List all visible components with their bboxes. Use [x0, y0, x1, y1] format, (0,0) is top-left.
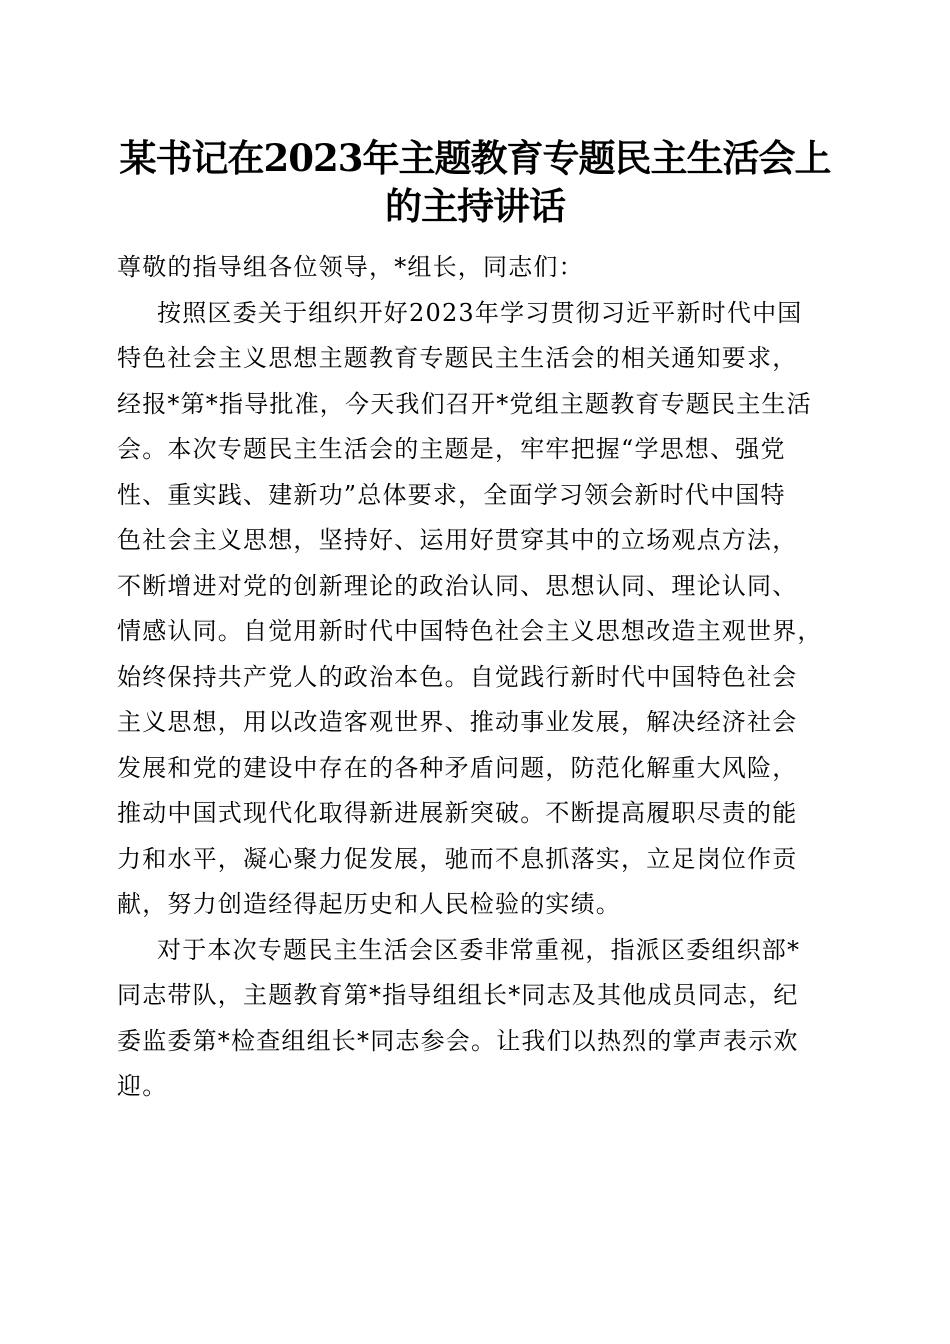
paragraph-line: 发展和党的建设中存在的各种矛盾问题，防范化解重大风险，: [117, 753, 798, 782]
paragraph-line: 对于本次专题民主生活会区委非常重视，指派区委组织部*: [157, 935, 801, 964]
paragraph-line: 同志带队，主题教育第*指导组组长*同志及其他成员同志，纪: [117, 981, 799, 1009]
paragraph-line: 会。本次专题民主生活会的主题是，牢牢把握“学思想、强党: [117, 435, 786, 463]
paragraph-line: 经报*第*指导批准，今天我们召开*党组主题教育专题民主生活: [117, 389, 812, 418]
paragraph-2: [117, 928, 833, 1110]
page-title: [110, 134, 840, 230]
paragraph-line: 情感认同。自觉用新时代中国特色社会主义思想改造主观世界，: [117, 617, 823, 645]
title-line: 的主持讲话: [385, 184, 565, 228]
paragraph-line: 按照区委关于组织开好2023年学习贯彻习近平新时代中国: [157, 298, 803, 327]
paragraph-line: 色社会主义思想，坚持好、运用好贯穿其中的立场观点方法，: [117, 526, 798, 554]
paragraph-line: 推动中国式现代化取得新进展新突破。不断提高履职尽责的能: [117, 799, 798, 827]
paragraph-line: 力和水平，凝心聚力促发展，驰而不息抓落实，立足岗位作贡: [117, 844, 798, 873]
paragraph-1: [117, 291, 833, 928]
paragraph-line: 性、重实践、建新功”总体要求，全面学习领会新时代中国特: [117, 480, 786, 509]
paragraph-line: 献，努力创造经得起历史和人民检验的实绩。: [117, 890, 621, 918]
paragraph-line: 主义思想，用以改造客观世界、推动事业发展，解决经济社会: [117, 708, 798, 736]
document-body: [117, 245, 833, 1110]
paragraph-line: 不断增进对党的创新理论的政治认同、思想认同、理论认同、: [117, 571, 798, 600]
paragraph-line: 迎。: [117, 1072, 168, 1100]
paragraph-line: 特色社会主义思想主题教育专题民主生活会的相关通知要求，: [117, 344, 798, 372]
paragraph-line: 委监委第*检查组组长*同志参会。让我们以热烈的掌声表示欢: [117, 1026, 799, 1055]
title-line: 某书记在2023年主题教育专题民主生活会上: [119, 136, 831, 180]
salutation: 尊敬的指导组各位领导，*组长，同志们：: [117, 253, 584, 281]
paragraph-line: 始终保持共产党人的政治本色。自觉践行新时代中国特色社会: [117, 662, 798, 691]
